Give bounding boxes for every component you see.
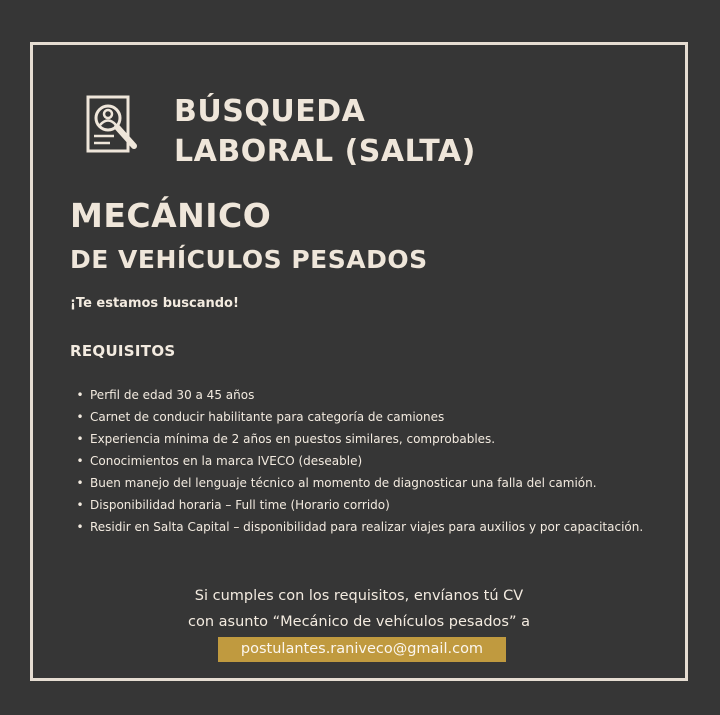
requirement-text: Conocimientos en la marca IVECO (deseable) bbox=[90, 454, 363, 468]
cta-line1: Si cumples con los requisitos, envíanos tú CV bbox=[194, 588, 524, 604]
requirement-text: Perfil de edad 30 a 45 años bbox=[90, 388, 255, 402]
requirements-title: REQUISITOS bbox=[70, 342, 176, 360]
header-title-line1: BÚSQUEDA bbox=[174, 94, 366, 129]
list-item: • Perfil de edad 30 a 45 años bbox=[76, 388, 255, 402]
list-item: • Disponibilidad horaria – Full time (Horario corrido) bbox=[76, 498, 390, 512]
position-title: MECÁNICO bbox=[70, 196, 272, 235]
tagline: ¡Te estamos buscando! bbox=[70, 296, 239, 311]
list-item: • Residir en Salta Capital – disponibilidad para realizar viajes para auxilios y por capacitación. bbox=[76, 520, 644, 534]
requirement-text: Buen manejo del lenguaje técnico al momento de diagnosticar una falla del camión. bbox=[90, 476, 597, 490]
document-search-icon bbox=[84, 94, 148, 164]
list-item: • Carnet de conducir habilitante para categoría de camiones bbox=[76, 410, 445, 424]
requirement-text: Experiencia mínima de 2 años en puestos similares, comprobables. bbox=[90, 432, 496, 446]
requirement-text: Residir en Salta Capital – disponibilidad para realizar viajes para auxilios y por capacitación. bbox=[90, 520, 644, 534]
cta-line2: con asunto “Mecánico de vehículos pesados” a bbox=[188, 614, 530, 630]
requirement-text: Disponibilidad horaria – Full time (Horario corrido) bbox=[90, 498, 390, 512]
requirements-list bbox=[70, 384, 670, 538]
list-item: • Buen manejo del lenguaje técnico al momento de diagnosticar una falla del camión. bbox=[76, 476, 597, 490]
header-title-line2: LABORAL (SALTA) bbox=[174, 134, 476, 169]
requirement-text: Carnet de conducir habilitante para categoría de camiones bbox=[90, 410, 445, 424]
position-subtitle: DE VEHÍCULOS PESADOS bbox=[70, 245, 428, 274]
email-address[interactable]: postulantes.raniveco@gmail.com bbox=[218, 637, 506, 662]
list-item: • Conocimientos en la marca IVECO (deseable) bbox=[76, 454, 363, 468]
list-item: • Experiencia mínima de 2 años en puestos similares, comprobables. bbox=[76, 432, 496, 446]
